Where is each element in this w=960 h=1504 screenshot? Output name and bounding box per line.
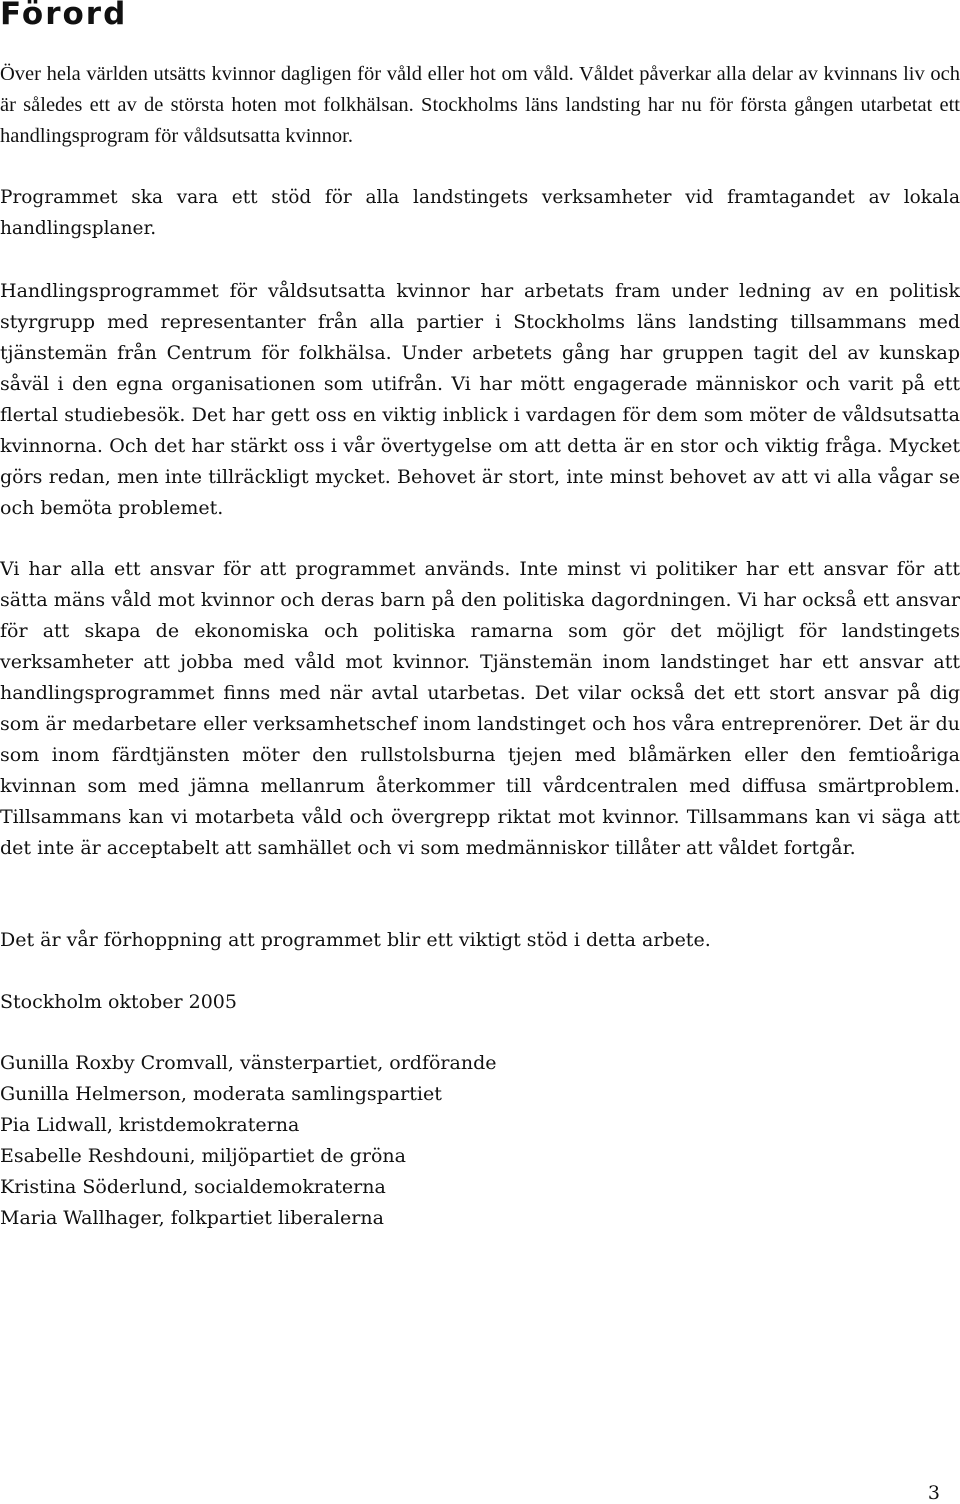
paragraph-program-purpose: Programmet ska vara ett stöd för alla landstingets verksamheter vid framtagandet av lokala handlingsplaner.: [0, 187, 960, 239]
paragraph-hope: Det är vår förhoppning att programmet blir ett viktigt stöd i detta arbete.: [0, 929, 711, 951]
paragraph-intro: Över hela världen utsätts kvinnor dagligen för våld eller hot om våld. Våldet påverkar alla delar av kvinnans liv och är således ett av de största hoten mot folkhälsan. Stockholms läns landsting har nu för första gången utarbetat ett handlingsprogram för våldsutsatta kvinnor.: [0, 63, 960, 147]
signatory: Pia Lidwall, kristdemokraterna: [0, 1114, 300, 1136]
signatory-list: [0, 1048, 960, 1234]
page-number: 3: [927, 1482, 940, 1504]
place-and-date: Stockholm oktober 2005: [0, 991, 237, 1013]
signatory: Gunilla Roxby Cromvall, vänsterpartiet, ordförande: [0, 1052, 497, 1074]
signatory: Kristina Söderlund, socialdemokraterna: [0, 1176, 386, 1198]
paragraph-responsibility: Vi har alla ett ansvar för att programmet används. Inte minst vi politiker har ett ansvar för att sätta mäns våld mot kvinnor och deras barn på den politiska dagordningen. Vi har också ett ansvar för att skapa de ekonomiska och politiska ramarna som gör det möjligt för landstingets verksamheter att jobba med våld mot kvinnor. Tjänstemän inom landstinget har ett ansvar att handlingsprogrammet finns med när avtal utarbetas. Det vilar också det ett stort ansvar på dig som är medarbetare eller verksamhetschef inom landstinget och hos våra entreprenörer. Det är du som inom färdtjänsten möter den rullstolsburna tjejen med blåmärken eller den femtioåriga kvinnan som med jämna mellanrum återkommer till vårdcentralen med diffusa smärtproblem. Tillsammans kan vi motarbeta våld och övergrepp riktat mot kvinnor. Tillsammans kan vi säga att det inte är acceptabelt att samhället och vi som medmänniskor tillåter att våldet fortgår.: [0, 558, 960, 859]
paragraph-program-development: Handlingsprogrammet för våldsutsatta kvinnor har arbetats fram under ledning av en politisk styrgrupp med representanter från alla partier i Stockholms läns landsting tillsammans med tjänstemän från Centrum för folkhälsa. Under arbetets gång har gruppen tagit del av kunskap såväl i den egna organisationen som utifrån. Vi har mött engagerade människor och varit på ett flertal studiebesök. Det har gett oss en viktig inblick i vardagen för dem som möter de våldsutsatta kvinnorna. Och det har stärkt oss i vår övertygelse om att detta är en stor och viktig fråga. Mycket görs redan, men inte tillräckligt mycket. Behovet är stort, inte minst behovet av att vi alla vågar se och bemöta problemet.: [0, 280, 960, 519]
signatory: Gunilla Helmerson, moderata samlingspartiet: [0, 1083, 442, 1105]
page-title: Förord: [0, 0, 128, 32]
signatory: Maria Wallhager, folkpartiet liberalerna: [0, 1207, 384, 1229]
signatory: Esabelle Reshdouni, miljöpartiet de gröna: [0, 1145, 406, 1167]
